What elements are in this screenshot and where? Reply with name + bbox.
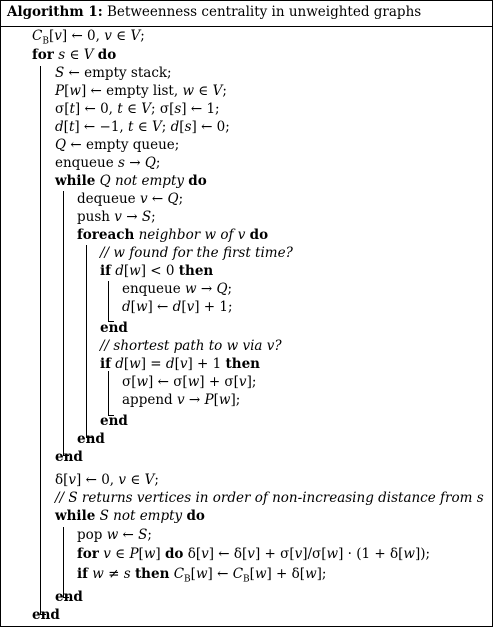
algo-line: push v → S; <box>77 209 156 225</box>
algo-line: if w ≠ s then $C_B[w]$ ← $C_B[w] + \delta[w]$; <box>77 566 327 585</box>
algo-line: enqueue w → Q; <box>122 281 233 297</box>
algo-line: $C_B[v]$ ← 0, v ∈ V; <box>32 28 145 47</box>
algo-line: // shortest path to w via v? <box>100 338 282 354</box>
if-block-bar-1 <box>108 281 109 321</box>
algo-line: for s ∈ V do <box>32 47 117 63</box>
algo-line: end <box>100 413 128 429</box>
algo-line: σ[t] ← 0, t ∈ V; σ[s] ← 1; <box>55 101 220 117</box>
algo-line: foreach neighbor w of v do <box>77 227 269 243</box>
algo-line: dequeue v ← Q; <box>77 191 184 207</box>
algo-line: S ← empty stack; <box>55 65 172 81</box>
algo-line: if d[w] < 0 then <box>100 263 214 279</box>
algorithm-caption <box>7 4 421 20</box>
for-block-bar <box>40 66 41 614</box>
algo-line: end <box>32 607 60 623</box>
algo-line: δ[v] ← 0, v ∈ V; <box>55 472 159 488</box>
if-block-bar-2 <box>108 371 109 415</box>
algo-line: end <box>77 431 105 447</box>
caption-label: Algorithm 1: <box>7 4 103 20</box>
algo-line: // w found for the first time? <box>100 245 293 261</box>
while2-block-bar <box>63 527 64 597</box>
while-block-bar <box>63 191 64 455</box>
foreach-block-bar <box>86 245 87 437</box>
algo-line: σ[w] ← σ[w] + σ[v]; <box>122 374 257 390</box>
algo-line: append v → P[w]; <box>122 392 241 408</box>
algo-line: d[w] ← d[v] + 1; <box>122 299 233 315</box>
algo-line: P[w] ← empty list, w ∈ V; <box>55 83 227 99</box>
algo-line: for v ∈ P[w] do δ[v] ← δ[v] + σ[v]/σ[w] · (1 + δ[w]); <box>77 546 431 562</box>
algo-line: end <box>55 589 83 605</box>
algo-line: // S returns vertices in order of non-increasing distance from s <box>55 490 484 506</box>
algo-line: end <box>100 320 128 336</box>
algo-line: pop w ← S; <box>77 527 152 543</box>
algo-line: enqueue s → Q; <box>55 155 161 171</box>
caption-title: Betweenness centrality in unweighted graphs <box>107 4 422 20</box>
algo-line: while Q not empty do <box>55 173 207 189</box>
algo-line: while S not empty do <box>55 508 205 524</box>
algo-line: end <box>55 449 83 465</box>
algo-line: Q ← empty queue; <box>55 137 180 153</box>
algo-line: if d[w] = d[v] + 1 then <box>100 356 260 372</box>
algo-line: d[t] ← −1, t ∈ V; d[s] ← 0; <box>55 119 230 135</box>
